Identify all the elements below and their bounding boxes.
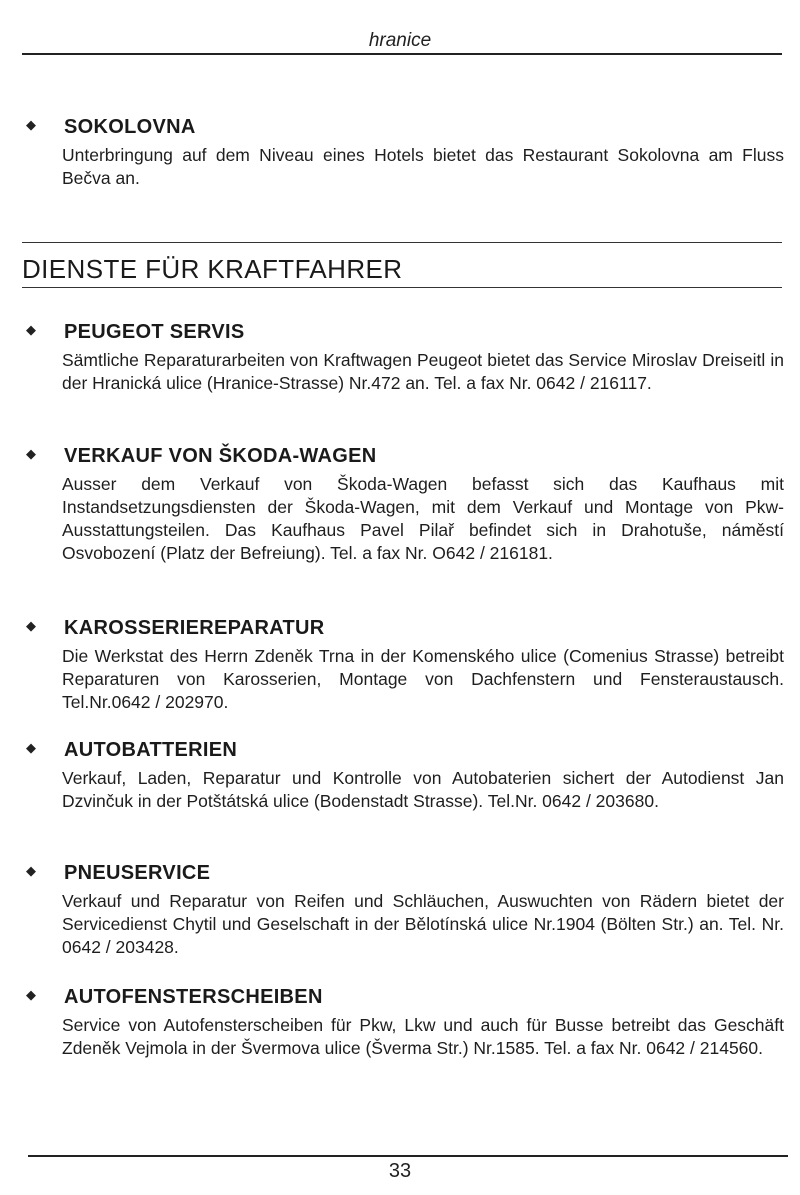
- entry-title: AUTOFENSTERSCHEIBEN: [64, 986, 323, 1008]
- section-top-rule: [22, 242, 782, 243]
- entry-sokolovna: [22, 114, 784, 190]
- entry-verkauf-skoda: [22, 443, 784, 565]
- entry-title: PEUGEOT SERVIS: [64, 321, 245, 343]
- header-rule: [22, 53, 782, 55]
- entry-title: VERKAUF VON ŠKODA-WAGEN: [64, 445, 377, 467]
- diamond-bullet-icon: ◆: [26, 446, 36, 461]
- diamond-bullet-icon: ◆: [26, 740, 36, 755]
- section-title: DIENSTE FÜR KRAFTFAHRER: [22, 254, 403, 284]
- entry-pneuservice: [22, 860, 784, 959]
- entry-autobatterien: [22, 737, 784, 813]
- entry-autofensterscheiben: [22, 984, 784, 1060]
- entry-text: Verkauf, Laden, Reparatur und Kontrolle von Autobaterien sichert der Autodienst Jan Dzvinčuk in der Potštátská ulice (Bodenstadt Strasse). Tel.Nr. 0642 / 203680.: [62, 768, 784, 811]
- entry-text: Unterbringung auf dem Niveau eines Hotels bietet das Restaurant Sokolovna am Fluss Bečva an.: [62, 145, 784, 188]
- entry-title: KAROSSERIEREPARATUR: [64, 617, 325, 639]
- entry-title: AUTOBATTERIEN: [64, 739, 238, 761]
- page-number: 33: [388, 1160, 412, 1182]
- entry-text: Ausser dem Verkauf von Škoda-Wagen befasst sich das Kaufhaus mit Instandsetzungsdiensten der Škoda-Wagen, mit dem Verkauf und Montage von Pkw-Ausstattungsteilen. Das Kaufhaus Pavel Pilař befindet sich in Drahotuše, náměstí Osvobození (Platz der Befreiung). Tel. a fax Nr. O642 / 216181.: [62, 474, 784, 563]
- entry-text: Verkauf und Reparatur von Reifen und Schläuchen, Auswuchten von Rädern bietet der Servicedienst Chytil und Geselschaft in der Bělotínská ulice Nr.1904 (Bölten Str.) an. Tel. Nr. 0642 / 203428.: [62, 891, 784, 957]
- diamond-bullet-icon: ◆: [26, 863, 36, 878]
- entry-karosseriereparatur: [22, 615, 784, 714]
- entry-text: Die Werkstat des Herrn Zdeněk Trna in der Komenského ulice (Comenius Strasse) betreibt Reparaturen von Karosserien, Montage von Dachfenstern und Fensteraustausch. Tel.Nr.0642 / 202970.: [62, 646, 784, 712]
- section-bottom-rule: [22, 287, 782, 288]
- entry-title: SOKOLOVNA: [64, 116, 196, 138]
- diamond-bullet-icon: ◆: [26, 987, 36, 1002]
- diamond-bullet-icon: ◆: [26, 618, 36, 633]
- diamond-bullet-icon: ◆: [26, 322, 36, 337]
- footer-rule: [28, 1155, 788, 1157]
- entry-title: PNEUSERVICE: [64, 862, 211, 884]
- entry-peugeot-servis: [22, 319, 784, 395]
- entry-text: Sämtliche Reparaturarbeiten von Kraftwagen Peugeot bietet das Service Miroslav Dreiseitl in der Hranická ulice (Hranice-Strasse) Nr.472 an. Tel. a fax Nr. 0642 / 216117.: [62, 350, 784, 393]
- entry-text: Service von Autofensterscheiben für Pkw, Lkw und auch für Busse betreibt das Geschäft Zdeněk Vejmola in der Švermova ulice (Šverma Str.) Nr.1585. Tel. a fax Nr. 0642 / 214560.: [62, 1015, 784, 1058]
- running-head: hranice: [368, 30, 432, 51]
- diamond-bullet-icon: ◆: [26, 117, 36, 132]
